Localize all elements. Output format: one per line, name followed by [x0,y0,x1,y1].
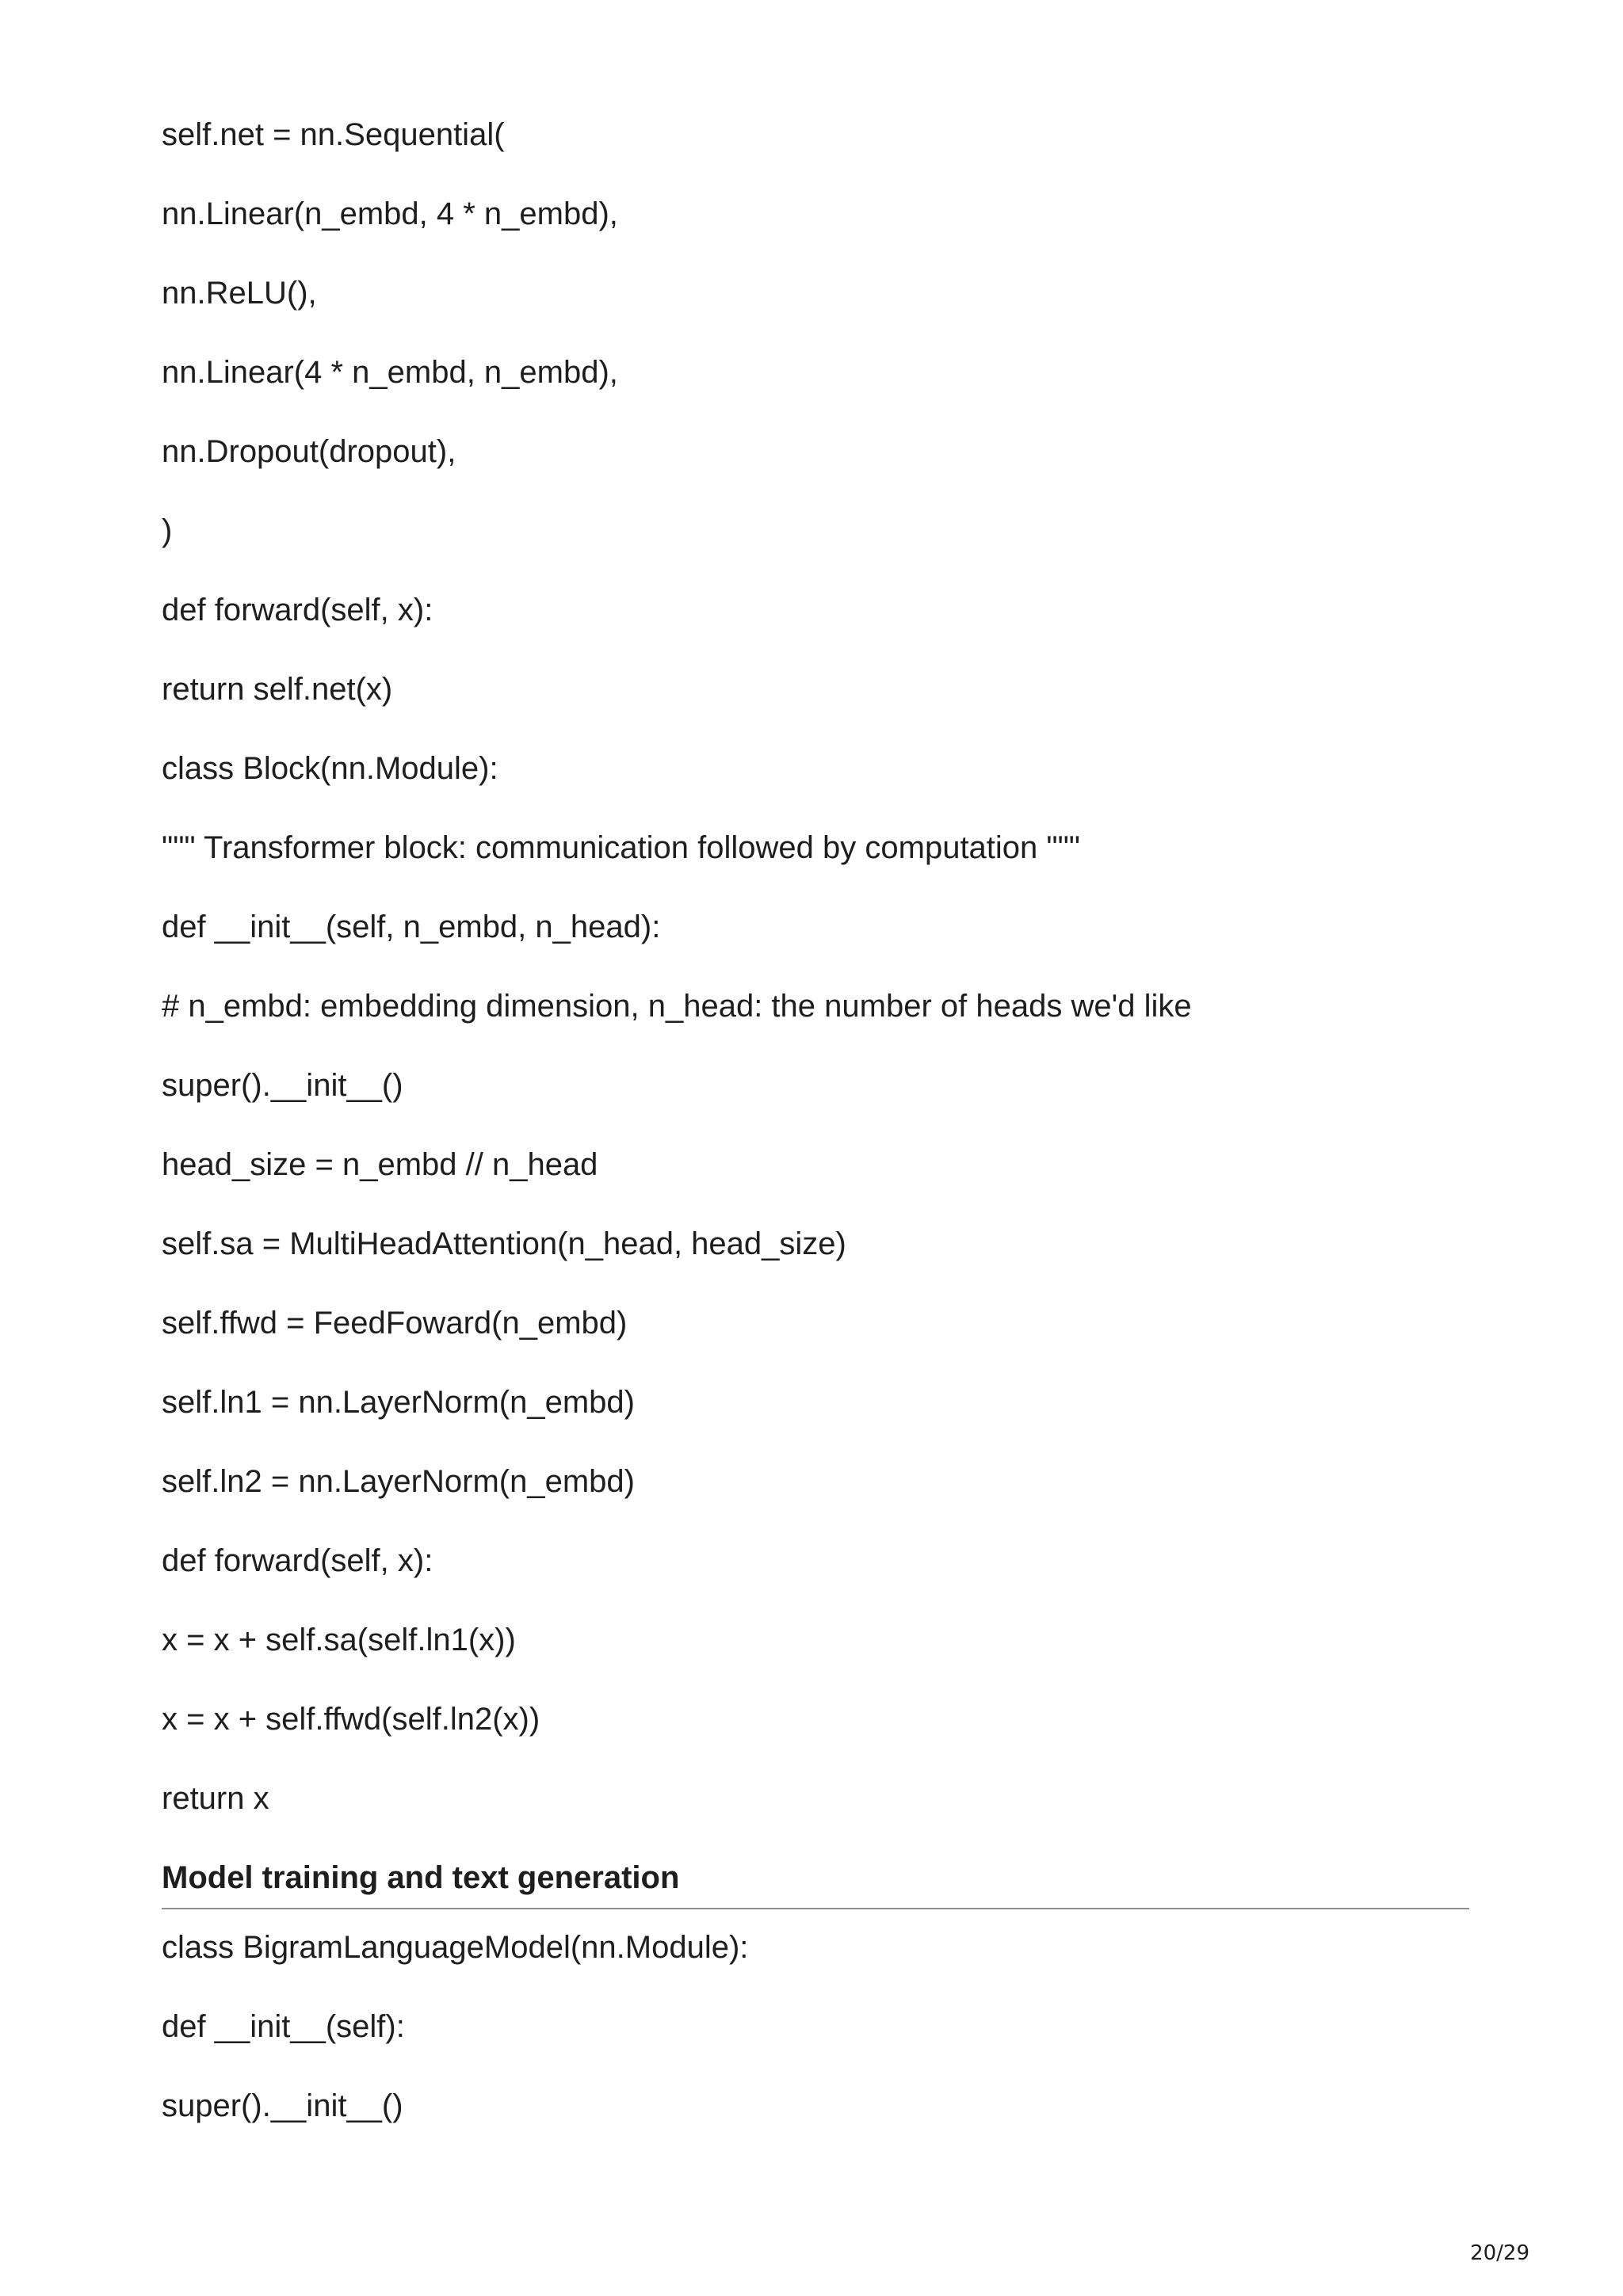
code-line: super().__init__() [162,2088,403,2123]
page-content [162,116,1469,2166]
section-heading: Model training and text generation [162,1859,1469,1909]
code-line: def forward(self, x): [162,593,433,627]
code-line: return self.net(x) [162,672,393,707]
code-line: self.net = nn.Sequential( [162,117,505,152]
code-line: nn.Linear(n_embd, 4 * n_embd), [162,196,618,231]
code-line: """ Transformer block: communication followed by computation """ [162,830,1081,865]
code-line: nn.Linear(4 * n_embd, n_embd), [162,355,618,390]
code-line: super().__init__() [162,1068,403,1103]
code-line: ) [162,513,173,548]
code-line: self.ln1 = nn.LayerNorm(n_embd) [162,1385,635,1420]
code-line: class BigramLanguageModel(nn.Module): [162,1930,749,1965]
code-line: self.sa = MultiHeadAttention(n_head, head_size) [162,1226,846,1261]
code-line: x = x + self.sa(self.ln1(x)) [162,1623,516,1657]
code-line: def forward(self, x): [162,1543,433,1578]
code-line: self.ffwd = FeedFoward(n_embd) [162,1306,628,1341]
code-line: nn.ReLU(), [162,276,317,311]
code-line: class Block(nn.Module): [162,751,498,786]
code-line: head_size = n_embd // n_head [162,1147,598,1182]
code-line: x = x + self.ffwd(self.ln2(x)) [162,1702,540,1737]
code-line: def __init__(self, n_embd, n_head): [162,910,661,944]
code-block-upper [162,116,1469,1817]
code-line: def __init__(self): [162,2009,405,2044]
code-block-lower [162,1928,1469,2125]
page-number: 20/29 [1470,2241,1529,2265]
code-line: return x [162,1781,269,1816]
code-line: # n_embd: embedding dimension, n_head: the number of heads we'd like [162,989,1192,1024]
code-line: self.ln2 = nn.LayerNorm(n_embd) [162,1464,635,1499]
code-line: nn.Dropout(dropout), [162,434,456,469]
